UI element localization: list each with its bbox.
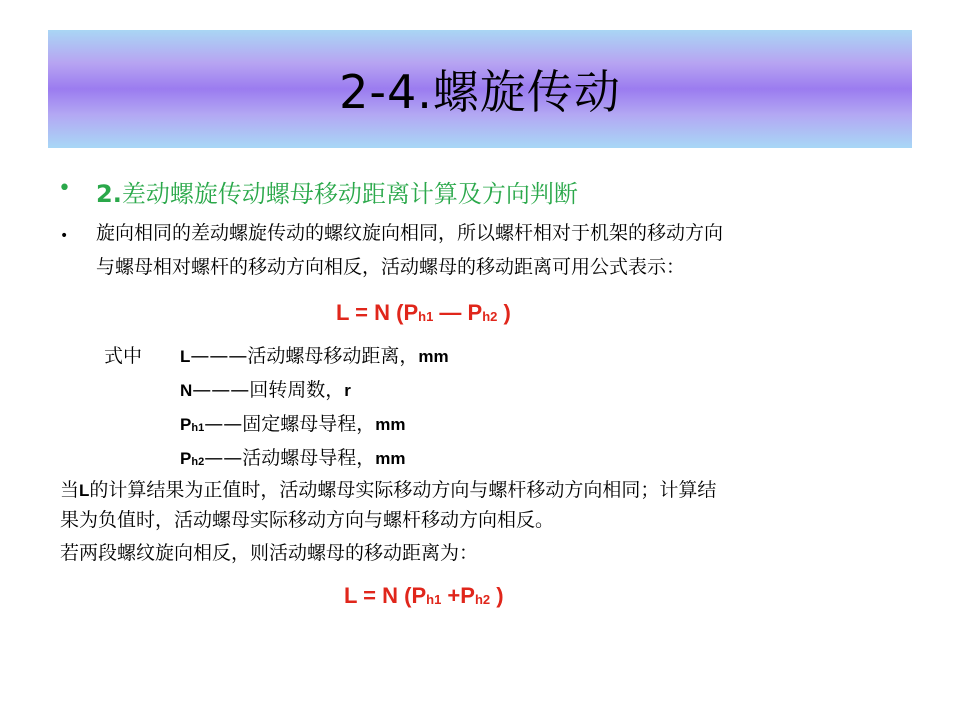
title-band (48, 30, 912, 148)
section-number: 2. (96, 180, 122, 208)
result-line-2: 果为负值时，活动螺母实际移动方向与螺杆移动方向相反。 (60, 509, 555, 531)
definition-dash: —— (204, 413, 243, 435)
section-heading-text: 差动螺旋传动螺母移动距离计算及方向判断 (121, 180, 578, 208)
definition-N (180, 375, 351, 402)
formula-2-sub-2: h2 (474, 592, 491, 607)
formula-opposite-direction (344, 583, 504, 609)
section-bullet: • (58, 176, 71, 201)
definition-dash: ——— (192, 379, 250, 401)
intro-bullet: • (60, 228, 69, 244)
formula-1-sub-1: h1 (418, 309, 434, 324)
result-line-1-post: 的计算结果为正值时，活动螺母实际移动方向与螺杆移动方向相同；计算结 (89, 479, 717, 501)
result-line-1 (60, 481, 716, 500)
definition-symbol-sub: h1 (191, 422, 205, 434)
definition-symbol (180, 449, 204, 468)
intro-line-1: 旋向相同的差动螺旋传动的螺纹旋向相同，所以螺杆相对于机架的移动方向 (96, 222, 724, 244)
definition-dash: —— (204, 447, 243, 469)
definition-L (180, 341, 449, 368)
definition-symbol (180, 415, 204, 434)
definition-symbol: L (180, 347, 191, 366)
formula-same-direction (336, 300, 511, 326)
definition-symbol-base: P (180, 415, 192, 434)
section-heading (96, 174, 578, 209)
formula-1-sub-2: h2 (482, 309, 498, 324)
definition-symbol-base: P (180, 449, 192, 468)
definition-desc: 活动螺母导程， (242, 447, 376, 469)
formula-1-left: L = N (P (336, 300, 419, 325)
formula-2-middle: +P (441, 583, 475, 608)
definition-unit: mm (375, 449, 406, 468)
formula-2-left: L = N (P (344, 583, 427, 608)
definition-Ph2 (180, 443, 405, 470)
definition-unit: mm (418, 347, 449, 366)
definition-symbol: N (180, 381, 193, 400)
definition-desc: 活动螺母移动距离， (247, 345, 419, 367)
definition-Ph1 (180, 409, 405, 436)
definition-desc: 固定螺母导程， (242, 413, 376, 435)
formula-2-right: ) (490, 583, 504, 608)
definitions-lead: 式中 (104, 345, 143, 367)
definition-unit: r (344, 381, 351, 400)
definition-unit: mm (375, 415, 406, 434)
page-title: 2-4.螺旋传动 (339, 65, 621, 119)
result-line-1-pre: 当 (60, 479, 80, 501)
definition-desc: 回转周数， (249, 379, 345, 401)
formula-1-right: ) (497, 300, 511, 325)
result-line-1-symbol: L (79, 481, 90, 500)
intro-line-2: 与螺母相对螺杆的移动方向相反，活动螺母的移动距离可用公式表示： (96, 256, 686, 278)
definition-dash: ——— (190, 345, 248, 367)
definition-symbol-sub: h2 (191, 456, 205, 468)
formula-2-sub-1: h1 (426, 592, 442, 607)
result-line-3: 若两段螺纹旋向相反，则活动螺母的移动距离为： (60, 542, 479, 564)
formula-1-middle: — P (433, 300, 483, 325)
